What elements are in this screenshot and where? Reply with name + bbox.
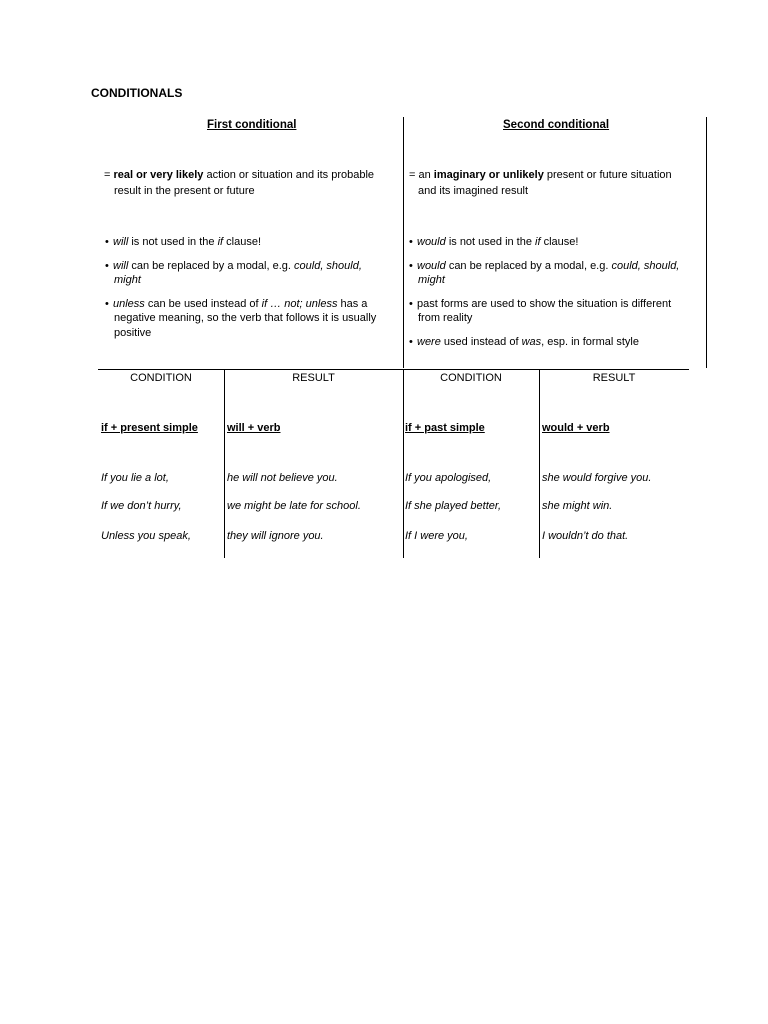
second-definition-line2: and its imagined result xyxy=(418,185,529,197)
first-bullet-2: • will can be replaced by a modal, e.g. could, should, xyxy=(105,260,362,272)
table-row-3-cell-2: they will ignore you. xyxy=(227,530,324,542)
table-row-2-cell-1: If we don’t hurry, xyxy=(101,500,182,512)
table-row-3-cell-3: If I were you, xyxy=(405,530,468,542)
formula-first-result: will + verb xyxy=(227,422,281,434)
first-definition: = real or very likely action or situation and its probable xyxy=(104,169,375,181)
formula-second-result: would + verb xyxy=(542,422,610,434)
table-top-rule xyxy=(98,369,689,370)
table-header-condition-2: CONDITION xyxy=(440,372,502,384)
first-conditional-header: First conditional xyxy=(207,119,297,131)
first-bullet-3-line2: negative meaning, so the verb that follows it is usually xyxy=(114,312,377,324)
table-row-1-cell-2: he will not believe you. xyxy=(227,472,338,484)
table-row-1-cell-3: If you apologised, xyxy=(405,472,492,484)
table-row-2-cell-4: she might win. xyxy=(542,500,613,512)
second-bullet-2: • would can be replaced by a modal, e.g. could, should, xyxy=(409,260,680,272)
first-bullet-3: • unless can be used instead of if … not; unless has a xyxy=(105,298,368,310)
table-divider-2 xyxy=(403,369,404,558)
table-row-1-cell-4: she would forgive you. xyxy=(542,472,652,484)
first-definition-line2: result in the present or future xyxy=(114,185,255,197)
table-divider-3 xyxy=(539,369,540,558)
table-divider-1 xyxy=(224,369,225,558)
second-bullet-3: • past forms are used to show the situation is different xyxy=(409,298,672,310)
table-header-condition-1: CONDITION xyxy=(130,372,192,384)
column-divider xyxy=(403,117,404,368)
table-header-result-2: RESULT xyxy=(592,372,636,384)
table-row-3-cell-4: I wouldn’t do that. xyxy=(542,530,629,542)
second-definition: = an imaginary or unlikely present or future situation xyxy=(409,169,672,181)
table-header-result-1: RESULT xyxy=(292,372,335,384)
second-bullet-1: • would is not used in the if clause! xyxy=(409,236,579,248)
first-bullet-2-line2: might xyxy=(114,274,141,286)
right-border xyxy=(706,117,707,368)
page-title: CONDITIONALS xyxy=(91,86,183,100)
second-bullet-3-line2: from reality xyxy=(418,312,473,324)
second-bullet-4: • were used instead of was, esp. in formal style xyxy=(409,336,639,348)
first-bullet-3-line3: positive xyxy=(114,327,152,339)
table-row-1-cell-1: If you lie a lot, xyxy=(101,472,169,484)
second-bullet-2-line2: might xyxy=(418,274,445,286)
formula-second-condition: if + past simple xyxy=(405,422,485,434)
table-row-2-cell-2: we might be late for school. xyxy=(227,500,361,512)
first-bullet-1: • will is not used in the if clause! xyxy=(105,236,261,248)
table-row-2-cell-3: If she played better, xyxy=(405,500,502,512)
table-row-3-cell-1: Unless you speak, xyxy=(101,530,191,542)
second-conditional-header: Second conditional xyxy=(503,119,610,131)
formula-first-condition: if + present simple xyxy=(101,422,198,434)
